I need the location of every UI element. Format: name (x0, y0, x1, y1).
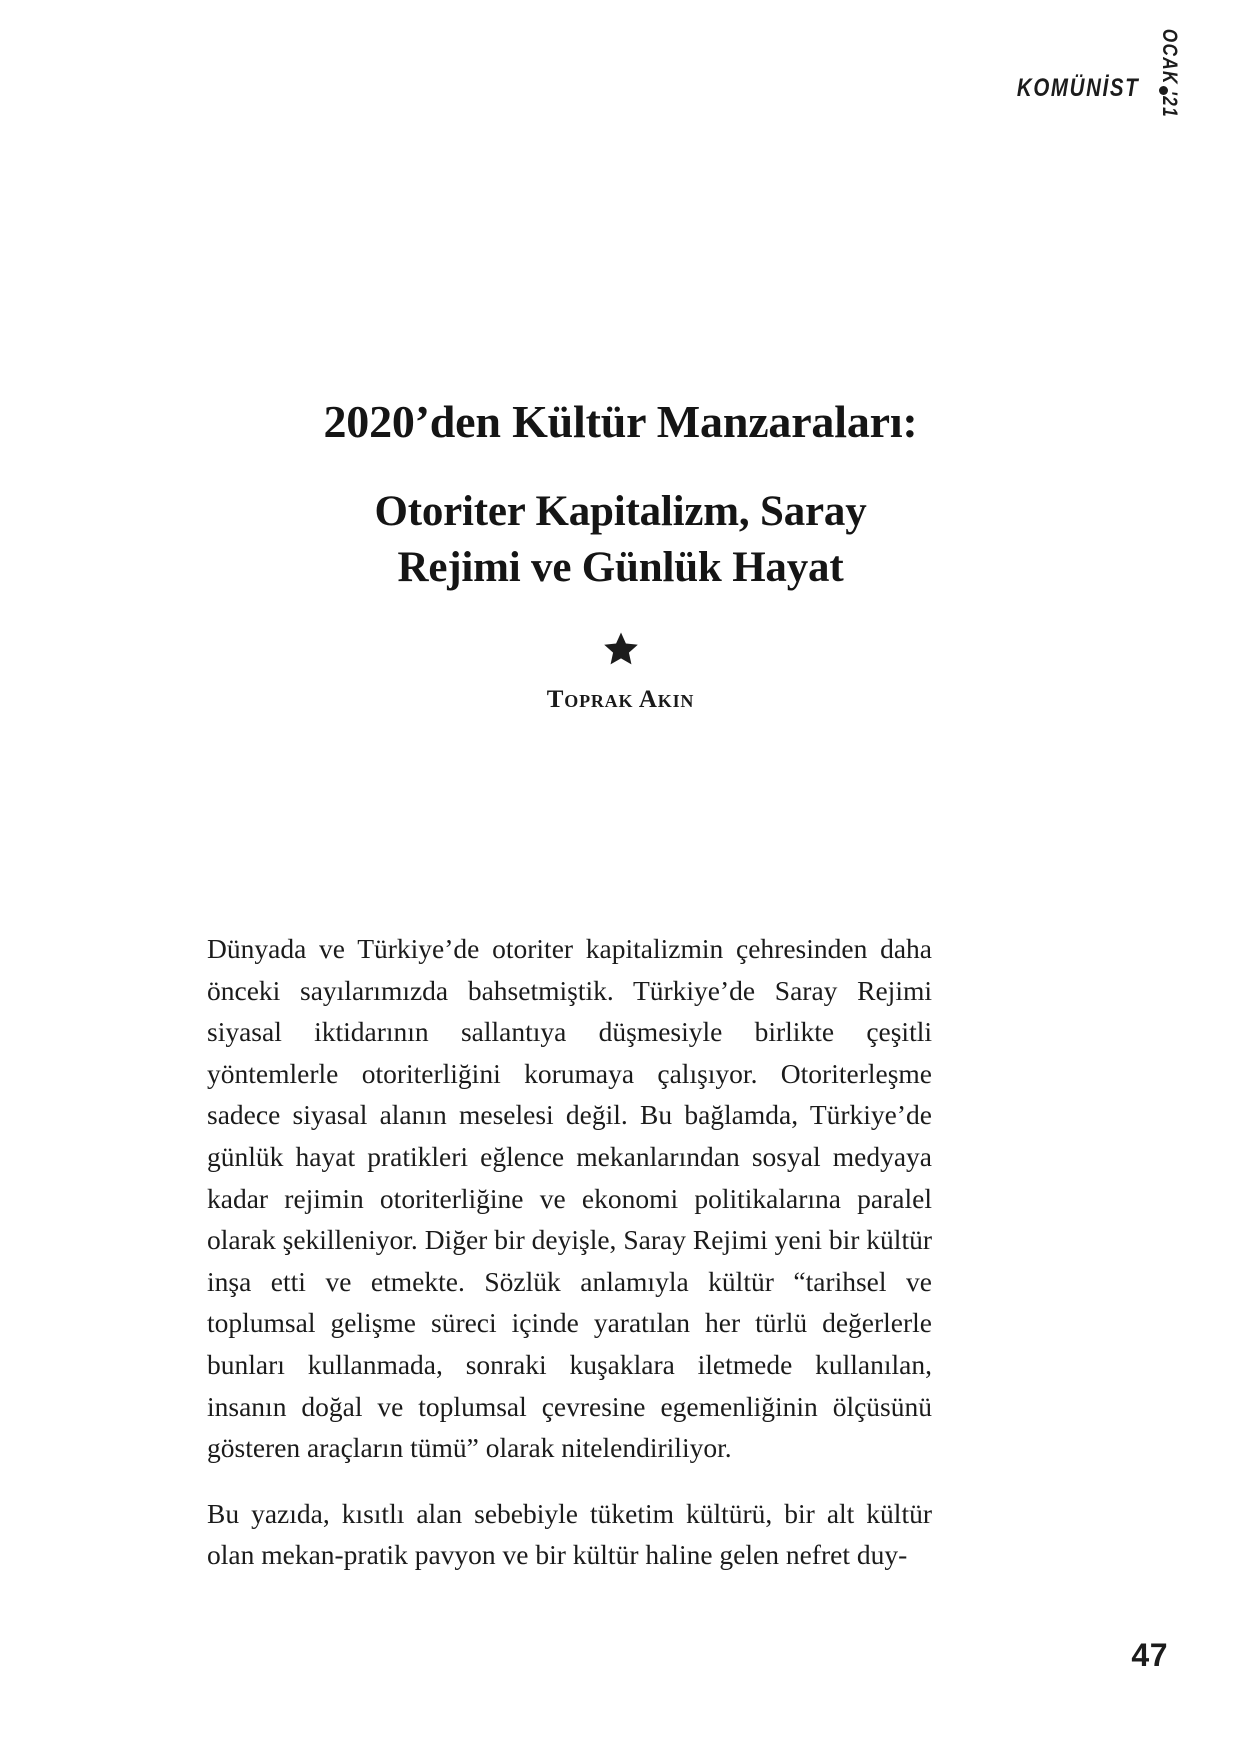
running-head-issue-date: OCAK '21 (1158, 28, 1181, 118)
star-icon (602, 630, 640, 668)
article-body (207, 928, 932, 1576)
article-header (200, 395, 1041, 714)
running-head-publication: KOMÜNİST (1016, 74, 1139, 102)
author-byline: Toprak Akın (546, 686, 695, 714)
body-paragraph: Bu yazıda, kısıtlı alan sebebiyle tüketim kültürü, bir alt kültür olan mekan-pratik pavyon ve bir kültür haline gelen nefret duy- (207, 1497, 932, 1571)
ornament-divider (200, 630, 1041, 674)
page-subtitle-line-2: Rejimi ve Günlük Hayat (397, 544, 844, 592)
page-title: 2020’den Kültür Manzaraları: (323, 396, 918, 447)
page-subtitle-line-1: Otoriter Kapitalizm, Saray (374, 488, 867, 536)
body-paragraph: Dünyada ve Türkiye’de otoriter kapitalizmin çehresinden daha önceki sayılarımızda bahsetmiştik. Türkiye’de Saray Rejimi siyasal iktidarının sallantıya düşmesiyle birlikte çeşitli yöntemlerle otoriterliğini korumaya çalışıyor. Otoriterleşme sadece siyasal alanın meselesi değil. Bu bağlamda, Türkiye’de günlük hayat pratikleri eğlence mekanlarından sosyal medyaya kadar rejimin otoriterliğine ve ekonomi politikalarına paralel olarak şekilleniyor. Diğer bir deyişle, Saray Rejimi yeni bir kültür inşa etti ve etmekte. Sözlük anlamıyla kültür “tarihsel ve toplumsal gelişme süreci içinde yaratılan her türlü değerlerle bunları kullanmada, sonraki kuşaklara iletmede kullanılan, insanın doğal ve toplumsal çevresine egemenliğinin ölçüsünü gösteren araçların tümü” olarak nitelendiriliyor. (207, 933, 932, 1464)
running-head (855, 28, 1195, 252)
page-number: 47 (1131, 1637, 1168, 1673)
